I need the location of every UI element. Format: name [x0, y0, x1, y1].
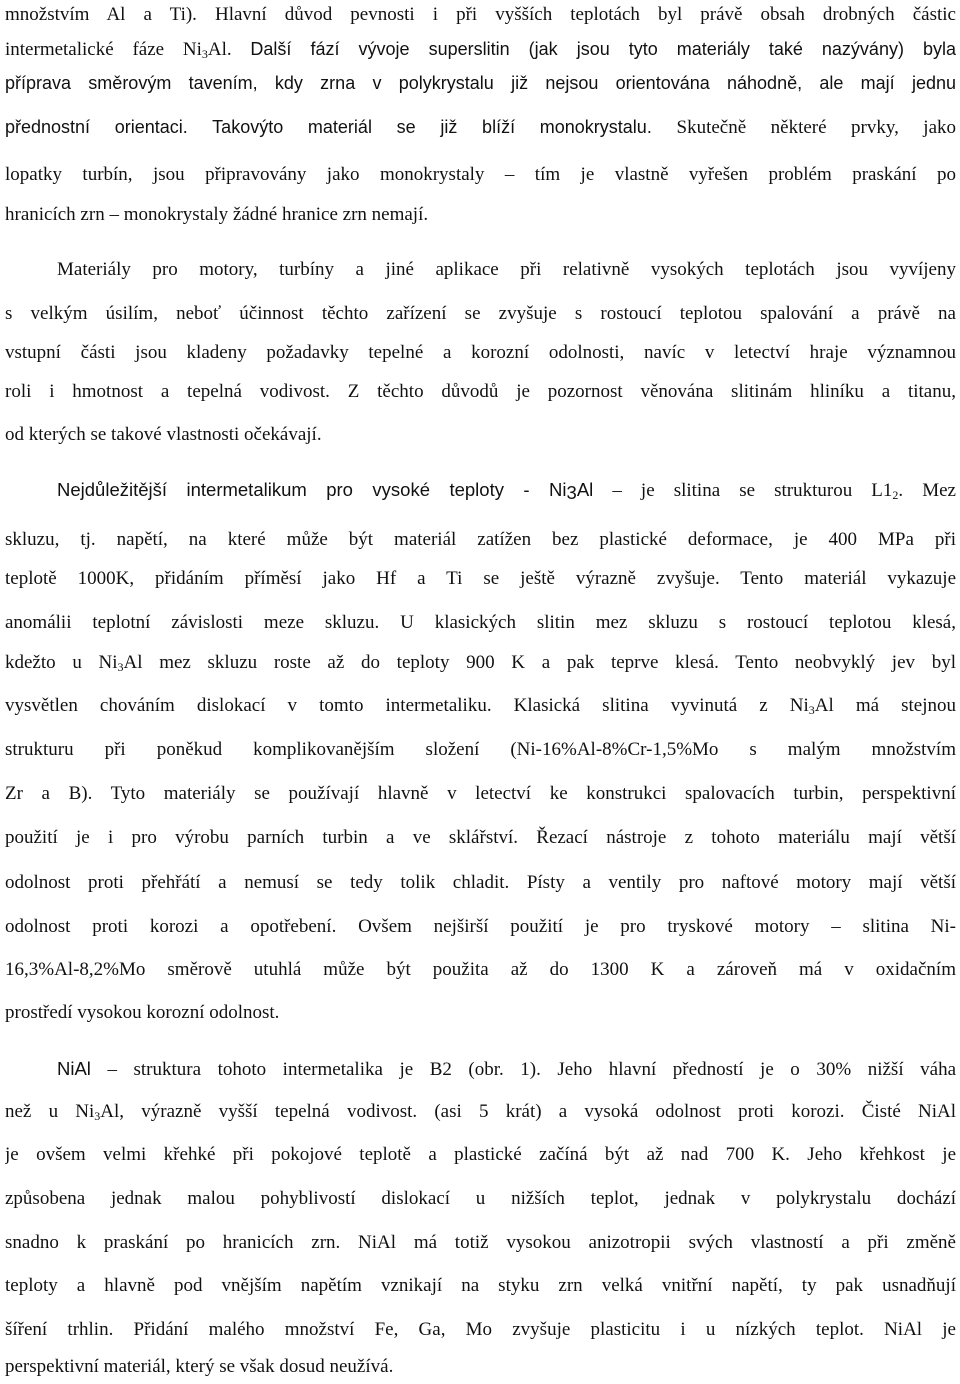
text-segment: použití je i pro výrobu parních turbin a ve sklářství. Řezací nástroje z tohoto materiálu mají větší: [5, 827, 956, 848]
text-line: [57, 253, 956, 287]
text-line: [5, 910, 956, 944]
text-segment: . Mez: [898, 480, 956, 501]
text-segment: Al má stejnou: [814, 695, 956, 716]
text-line: [5, 562, 956, 596]
text-segment: anomálii teplotní závislosti meze skluzu. U klasických slitin mez skluzu s rostoucí teplotou klesá,: [5, 612, 956, 633]
text-line: [5, 1095, 956, 1129]
text-segment: skluzu, tj. napětí, na které může být materiál zatížen bez plastické deformace, je 400 MPa při: [5, 529, 956, 550]
text-segment: lopatky turbín, jsou připravovány jako monokrystaly – tím je vlastně vyřešen problém praskání po: [5, 164, 956, 185]
text-line: [5, 297, 956, 331]
text-segment: roli i hmotnost a tepelná vodivost. Z těchto důvodů je pozornost věnována slitinám hliníku a titanu,: [5, 381, 956, 402]
text-line: [5, 1226, 956, 1260]
text-segment: hranicích zrn – monokrystaly žádné hranice zrn nemají.: [5, 204, 429, 225]
text-segment: je ovšem velmi křehké při pokojové teplotě a plastické začíná být až nad 700 K. Jeho křehkost je: [5, 1144, 956, 1165]
text-segment: strukturu při poněkud komplikovanějším složení (Ni-16%Al-8%Cr-1,5%Mo s malým množstvím: [5, 739, 956, 760]
text-segment: Zr a B). Tyto materiály se používají hlavně v letectví ke konstrukci spalovacích turbin, perspektivní: [5, 783, 956, 804]
text-line: [5, 0, 956, 32]
text-line: [5, 689, 956, 723]
subscript: 3: [117, 660, 124, 674]
text-line: [5, 777, 956, 811]
subscript: 3: [808, 703, 815, 717]
text-line: [5, 821, 956, 855]
text-segment: množstvím Al a Ti). Hlavní důvod pevnosti i při vyšších teplotách byl právě obsah drobných částic: [5, 4, 956, 25]
text-segment: Al mez skluzu roste až do teploty 900 K a pak teprve klesá. Tento neobvyklý jev byl: [123, 652, 956, 673]
text-segment: snadno k praskání po hranicích zrn. NiAl má totiž vysokou anizotropii svých vlastností a při změně: [5, 1232, 956, 1253]
text-segment: teplotě 1000K, přidáním příměsí jako Hf a Ti se ještě výrazně zvyšuje. Tento materiál vykazuje: [5, 568, 956, 589]
text-segment: způsobena jednak malou pohyblivostí dislokací u nižších teplot, jednak v polykrystalu dochází: [5, 1188, 956, 1209]
text-line: [5, 1269, 956, 1303]
text-line: [5, 418, 956, 452]
text-line: [5, 158, 956, 192]
text-segment: vysvětlen chováním dislokací v tomto intermetaliku. Klasická slitina vyvinutá z Ni: [5, 695, 809, 716]
text-segment: Al, výrazně vyšší tepelná vodivost. (asi 5 krát) a vysoká odolnost proti korozi. Čisté NiAl: [100, 1101, 956, 1122]
text-line: [5, 32, 956, 66]
text-segment: perspektivní materiál, který se však dosud neužívá.: [5, 1356, 394, 1377]
text-line: [57, 473, 956, 507]
text-line: [5, 336, 956, 370]
text-segment: Nejdůležitější intermetalikum pro vysoké teploty - Ni: [57, 479, 567, 500]
subscript: 2: [892, 488, 899, 502]
text-segment: než u Ni: [5, 1101, 95, 1122]
text-segment: odolnost proti přehřátí a nemusí se tedy tolik chladit. Písty a ventily pro naftové motory mají větší: [5, 872, 956, 893]
text-segment: 16,3%Al-8,2%Mo směrově utuhlá může být použita až do 1300 K a zároveň má v oxidačním: [5, 959, 956, 980]
text-segment: prostředí vysokou korozní odolnost.: [5, 1002, 280, 1023]
text-segment: Skutečně některé prvky, jako: [676, 117, 956, 138]
text-line: [5, 996, 956, 1030]
subscript: 3: [566, 482, 577, 503]
text-segment: teploty a hlavně pod vnějším napětím vznikají na styku zrn velká vnitřní napětí, ty pak usnadňují: [5, 1275, 956, 1296]
text-segment: odolnost proti korozi a opotřebení. Ovšem nejširší použití je pro tryskové motory – slitina Ni-: [5, 916, 956, 937]
text-segment: – struktura tohoto intermetalika je B2 (obr. 1). Jeho hlavní předností je o 30% nižší váha: [90, 1059, 956, 1080]
text-segment: příprava směrovým tavením, kdy zrna v polykrystalu již nejsou orientována náhodně, ale mají jednu: [5, 73, 956, 93]
text-line: [5, 606, 956, 640]
text-segment: Materiály pro motory, turbíny a jiné aplikace při relativně vysokých teplotách jsou vyvíjeny: [57, 259, 956, 280]
text-segment: přednostní orientaci. Takovýto materiál se již blíží monokrystalu.: [5, 117, 677, 137]
text-line: [5, 733, 956, 767]
text-segment: Další fází vývoje superslitin (jak jsou tyto materiály také nazývány) byla: [250, 39, 956, 59]
text-segment: kdežto u Ni: [5, 652, 118, 673]
text-line: [5, 1182, 956, 1216]
text-segment: NiAl: [57, 1058, 91, 1079]
text-segment: intermetalické fáze Ni: [5, 39, 202, 60]
text-line: [5, 1138, 956, 1172]
text-segment: šíření trhlin. Přidání malého množství Fe, Ga, Mo zvyšuje plasticitu i u nízkých teplot. NiAl je: [5, 1319, 956, 1340]
text-line: [5, 953, 956, 987]
text-segment: Al: [576, 479, 594, 500]
text-line: [5, 646, 956, 680]
subscript: 3: [201, 47, 208, 61]
text-segment: vstupní části jsou kladeny požadavky tepelné a korozní odolnosti, navíc v letectví hraje významnou: [5, 342, 956, 363]
text-line: [5, 523, 956, 557]
text-segment: od kterých se takové vlastnosti očekávají.: [5, 424, 322, 445]
text-line: [5, 375, 956, 409]
text-line: [5, 110, 956, 144]
text-line: [5, 1350, 956, 1384]
subscript: 3: [94, 1109, 101, 1123]
text-line: [5, 1313, 956, 1347]
text-segment: – je slitina se strukturou L1: [593, 480, 893, 501]
text-line: [5, 66, 956, 100]
text-line: [5, 866, 956, 900]
text-segment: s velkým úsilím, neboť účinnost těchto zařízení se zvyšuje s rostoucí teplotou spalování a právě na: [5, 303, 956, 324]
text-line: [5, 198, 956, 232]
text-segment: Al.: [207, 39, 251, 60]
text-line: [57, 1052, 956, 1086]
